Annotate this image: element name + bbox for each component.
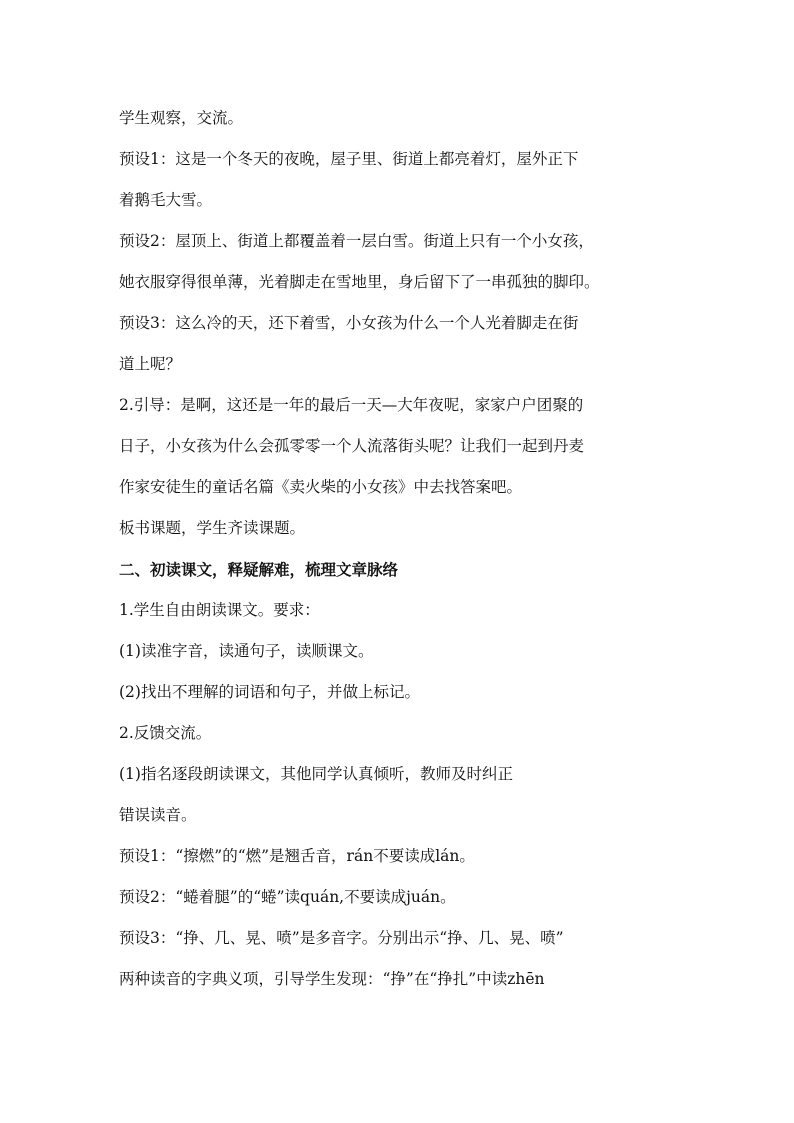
text-line: 1.学生自由朗读课文。要求： [119,601,320,619]
text-line: 预设1：“擦燃”的“燃”是翘舌音，rán不要读成lán。 [119,847,475,865]
text-line: 2.反馈交流。 [119,724,212,742]
text-line: 学生观察，交流。 [119,109,244,127]
document-body [119,98,679,1000]
text-line: 日子，小女孩为什么会孤零零一个人流落街头呢？让我们一起到丹麦 [119,437,585,455]
text-line: 道上呢？ [119,355,182,373]
text-line: 两种读音的字典义项，引导学生发现：“挣”在“挣扎”中读zhēn [119,970,545,988]
text-line: (1)指名逐段朗读课文，其他同学认真倾听，教师及时纠正 [119,765,513,783]
text-line: 预设3：这么冷的天，还下着雪，小女孩为什么一个人光着脚走在街 [119,314,579,332]
text-line: 作家安徒生的童话名篇《卖火柴的小女孩》中去找答案吧。 [119,478,523,496]
text-line: (1)读准字音，读通句子，读顺课文。 [119,642,374,660]
section-heading: 二、初读课文，释疑解难，梳理文章脉络 [119,560,399,579]
text-line: 板书课题，学生齐读课题。 [119,519,306,537]
text-line: 预设1：这是一个冬天的夜晚，屋子里、街道上都亮着灯，屋外正下 [119,150,579,168]
text-line: 着鹅毛大雪。 [119,191,213,209]
text-line: 她衣服穿得很单薄，光着脚走在雪地里，身后留下了一串孤独的脚印。 [119,273,600,291]
text-line: 预设2：屋顶上、街道上都覆盖着一层白雪。街道上只有一个小女孩， [119,232,594,250]
text-line: 预设2：“蜷着腿”的“蜷”读quán,不要读成juán。 [119,888,456,906]
text-line: 2.引导：是啊，这还是一年的最后一天—大年夜呢，家家户户团聚的 [119,396,584,414]
text-line: (2)找出不理解的词语和句子，并做上标记。 [119,683,420,701]
text-line: 预设3：“挣、几、晃、喷”是多音字。分别出示“挣、几、晃、喷” [119,929,564,947]
text-line: 错误读音。 [119,806,197,824]
